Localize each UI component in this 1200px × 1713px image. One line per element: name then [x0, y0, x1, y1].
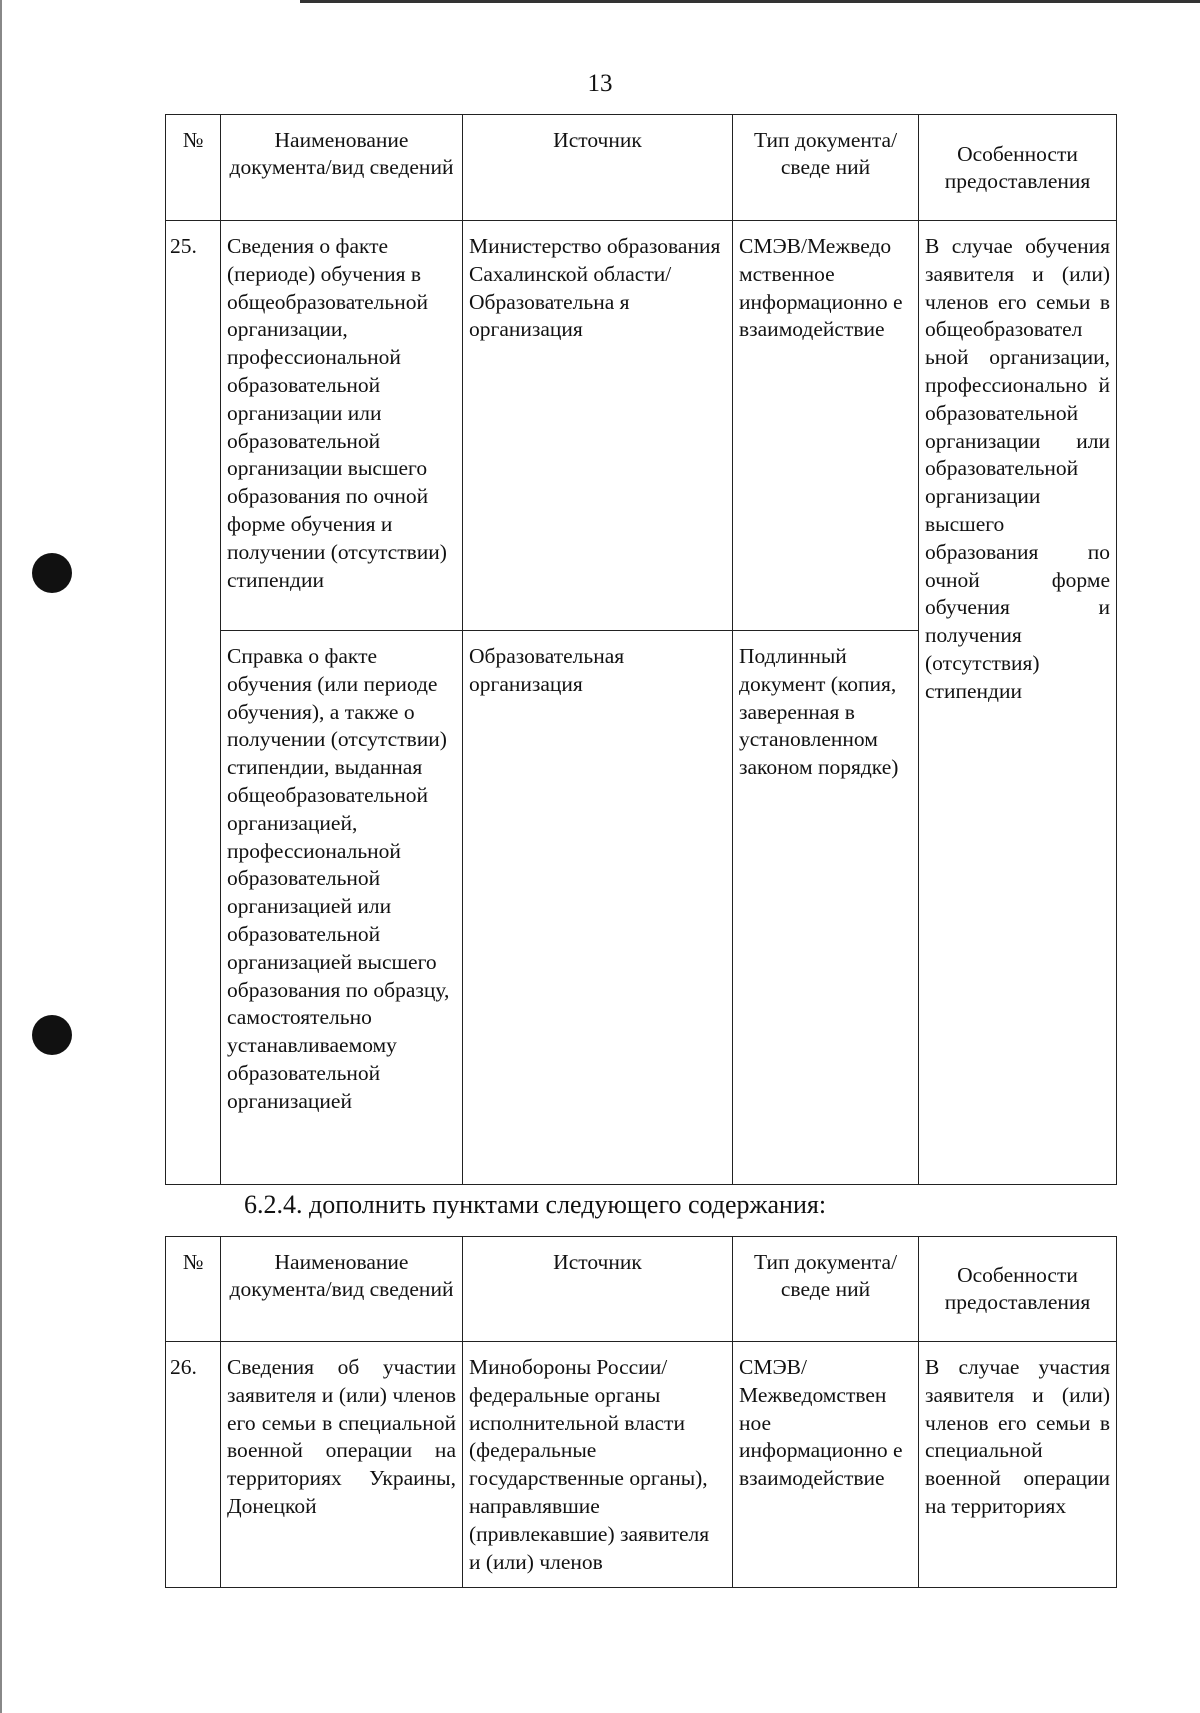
header-source: Источник: [463, 115, 733, 221]
binder-hole-mark: [32, 1015, 72, 1055]
table-header-row: [166, 1237, 1117, 1342]
row-features: В случае обучения заявителя и (или) членов его семьи в общеобразовател ьной организации, профессионально й образовательной организации или образовательной организации высшего образования по очной форме обучения и получения (отсутствия) стипендии: [919, 221, 1117, 1185]
row-type: Подлинный документ (копия, заверенная в установленном законом порядке): [733, 631, 919, 1185]
header-type: Тип документа/сведе ний: [733, 115, 919, 221]
header-type: Тип документа/сведе ний: [733, 1237, 919, 1342]
header-num: №: [166, 115, 221, 221]
row-source: Минобороны России/ федеральные органы исполнительной власти (федеральные государственные органы), направлявшие (привлекавшие) заявителя и (или) членов: [463, 1342, 733, 1588]
row-number: 26.: [166, 1342, 221, 1588]
binder-hole-mark: [32, 553, 72, 593]
header-name: Наименование документа/вид сведений: [221, 1237, 463, 1342]
row-source: Министерство образования Сахалинской области/Образовательна я организация: [463, 221, 733, 631]
page-number: 13: [587, 70, 613, 97]
header-features: Особенности предоставления: [919, 1237, 1117, 1342]
header-num: №: [166, 1237, 221, 1342]
row-name: Сведения об участии заявителя и (или) членов его семьи в специальной военной операции на территориях Украины, Донецкой: [221, 1342, 463, 1588]
table-row: [166, 221, 1117, 631]
header-name: Наименование документа/вид сведений: [221, 115, 463, 221]
row-number: 25.: [166, 221, 221, 1185]
row-features: В случае участия заявителя и (или) членов его семьи в специальной военной операции на территориях: [919, 1342, 1117, 1588]
scan-top-edge: [300, 0, 1200, 3]
table-row: [166, 1342, 1117, 1588]
row-source: Образовательная организация: [463, 631, 733, 1185]
row-name: Справка о факте обучения (или периоде обучения), а также о получении (отсутствии) стипендии, выданная общеобразовательной организацией, профессиональной образовательной организацией или образовательной организацией высшего образования по образцу, самостоятельно устанавливаемому образовательной организацией: [221, 631, 463, 1185]
row-type: СМЭВ/Межведо мственное информационно е взаимодействие: [733, 221, 919, 631]
scan-edge: [0, 0, 2, 1713]
table-header-row: [166, 115, 1117, 221]
documents-table-2: [165, 1236, 1117, 1588]
header-features: Особенности предоставления: [919, 115, 1117, 221]
header-source: Источник: [463, 1237, 733, 1342]
documents-table-1: [165, 114, 1117, 1185]
row-type: СМЭВ/ Межведомствен ное информационно е взаимодействие: [733, 1342, 919, 1588]
row-name: Сведения о факте (периоде) обучения в общеобразовательной организации, профессиональной образовательной организации или образовательной организации высшего образования по очной форме обучения и получении (отсутствии) стипендии: [221, 221, 463, 631]
section-intro-text: 6.2.4. дополнить пунктами следующего содержания:: [244, 1190, 827, 1219]
